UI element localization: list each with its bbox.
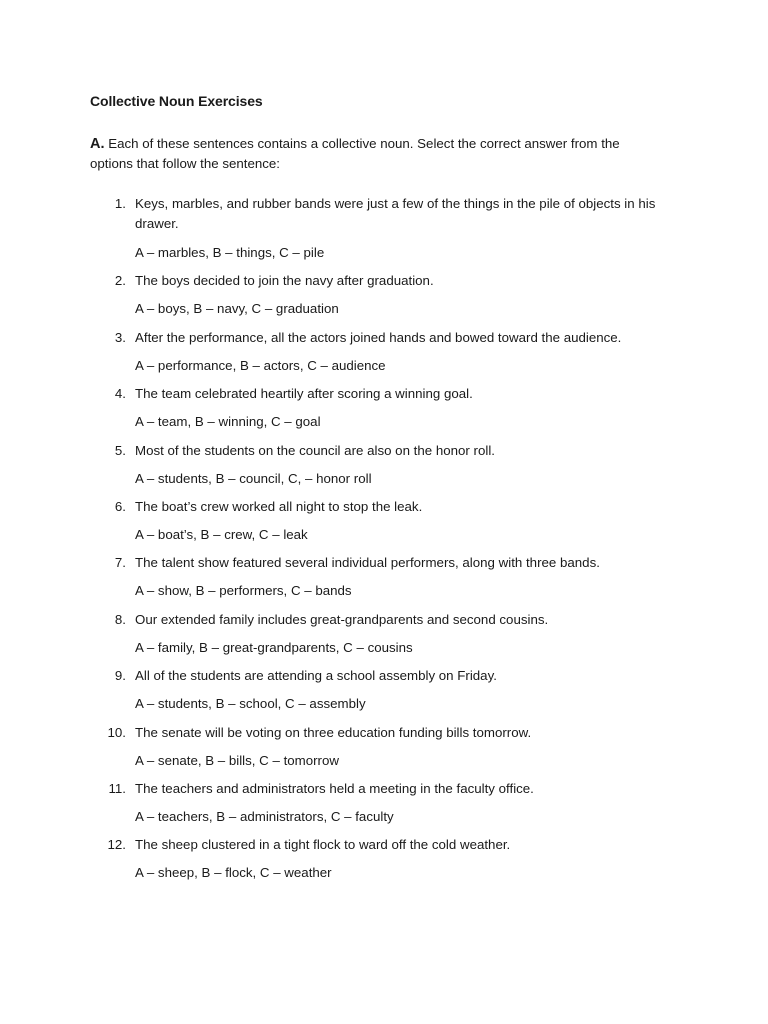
question-options: A – senate, B – bills, C – tomorrow [135, 753, 339, 768]
question-number: 7. [114, 555, 126, 570]
section-instructions [90, 134, 660, 174]
question-sentence: The teachers and administrators held a meeting in the faculty office. [135, 781, 534, 796]
question-number: 8. [114, 612, 126, 627]
question-options: A – show, B – performers, C – bands [135, 583, 352, 598]
question-options: A – team, B – winning, C – goal [135, 414, 321, 429]
question-sentence: The boys decided to join the navy after graduation. [135, 273, 434, 288]
document-title: Collective Noun Exercises [90, 93, 263, 109]
question-number: 2. [114, 273, 126, 288]
question-sentence: All of the students are attending a school assembly on Friday. [135, 668, 497, 683]
question-options: A – students, B – school, C – assembly [135, 696, 366, 711]
question-sentence: The senate will be voting on three education funding bills tomorrow. [135, 725, 532, 740]
question-sentence: Our extended family includes great-grandparents and second cousins. [135, 612, 549, 627]
question-sentence: After the performance, all the actors joined hands and bowed toward the audience. [135, 330, 622, 345]
question-options: A – sheep, B – flock, C – weather [135, 865, 332, 880]
question-sentence: Most of the students on the council are also on the honor roll. [135, 443, 495, 458]
question-options: A – students, B – council, C, – honor roll [135, 471, 372, 486]
question-sentence: The team celebrated heartily after scoring a winning goal. [135, 386, 473, 401]
question-options: A – family, B – great-grandparents, C – cousins [135, 640, 413, 655]
question-options: A – performance, B – actors, C – audience [135, 358, 386, 373]
section-letter: A. [90, 136, 105, 152]
question-sentence: Keys, marbles, and rubber bands were just a few of the things in the pile of objects in his drawer. [135, 196, 656, 231]
section-instructions-text: Each of these sentences contains a collective noun. Select the correct answer from the options that follow the sentence: [90, 136, 620, 171]
question-number: 12. [107, 837, 126, 852]
question-number: 9. [114, 668, 126, 683]
question-number: 11. [108, 781, 126, 796]
question-options: A – marbles, B – things, C – pile [135, 245, 325, 260]
question-number: 6. [114, 499, 126, 514]
question-sentence: The sheep clustered in a tight flock to ward off the cold weather. [135, 837, 511, 852]
question-sentence: The talent show featured several individual performers, along with three bands. [135, 555, 600, 570]
question-sentence: The boat’s crew worked all night to stop the leak. [135, 499, 423, 514]
question-number: 4. [114, 386, 126, 401]
question-number: 10. [107, 725, 126, 740]
question-number: 5. [114, 443, 126, 458]
question-number: 3. [114, 330, 126, 345]
question-options: A – boys, B – navy, C – graduation [135, 301, 339, 316]
question-number: 1. [114, 196, 126, 211]
question-options: A – boat’s, B – crew, C – leak [135, 527, 308, 542]
question-options: A – teachers, B – administrators, C – faculty [135, 809, 394, 824]
